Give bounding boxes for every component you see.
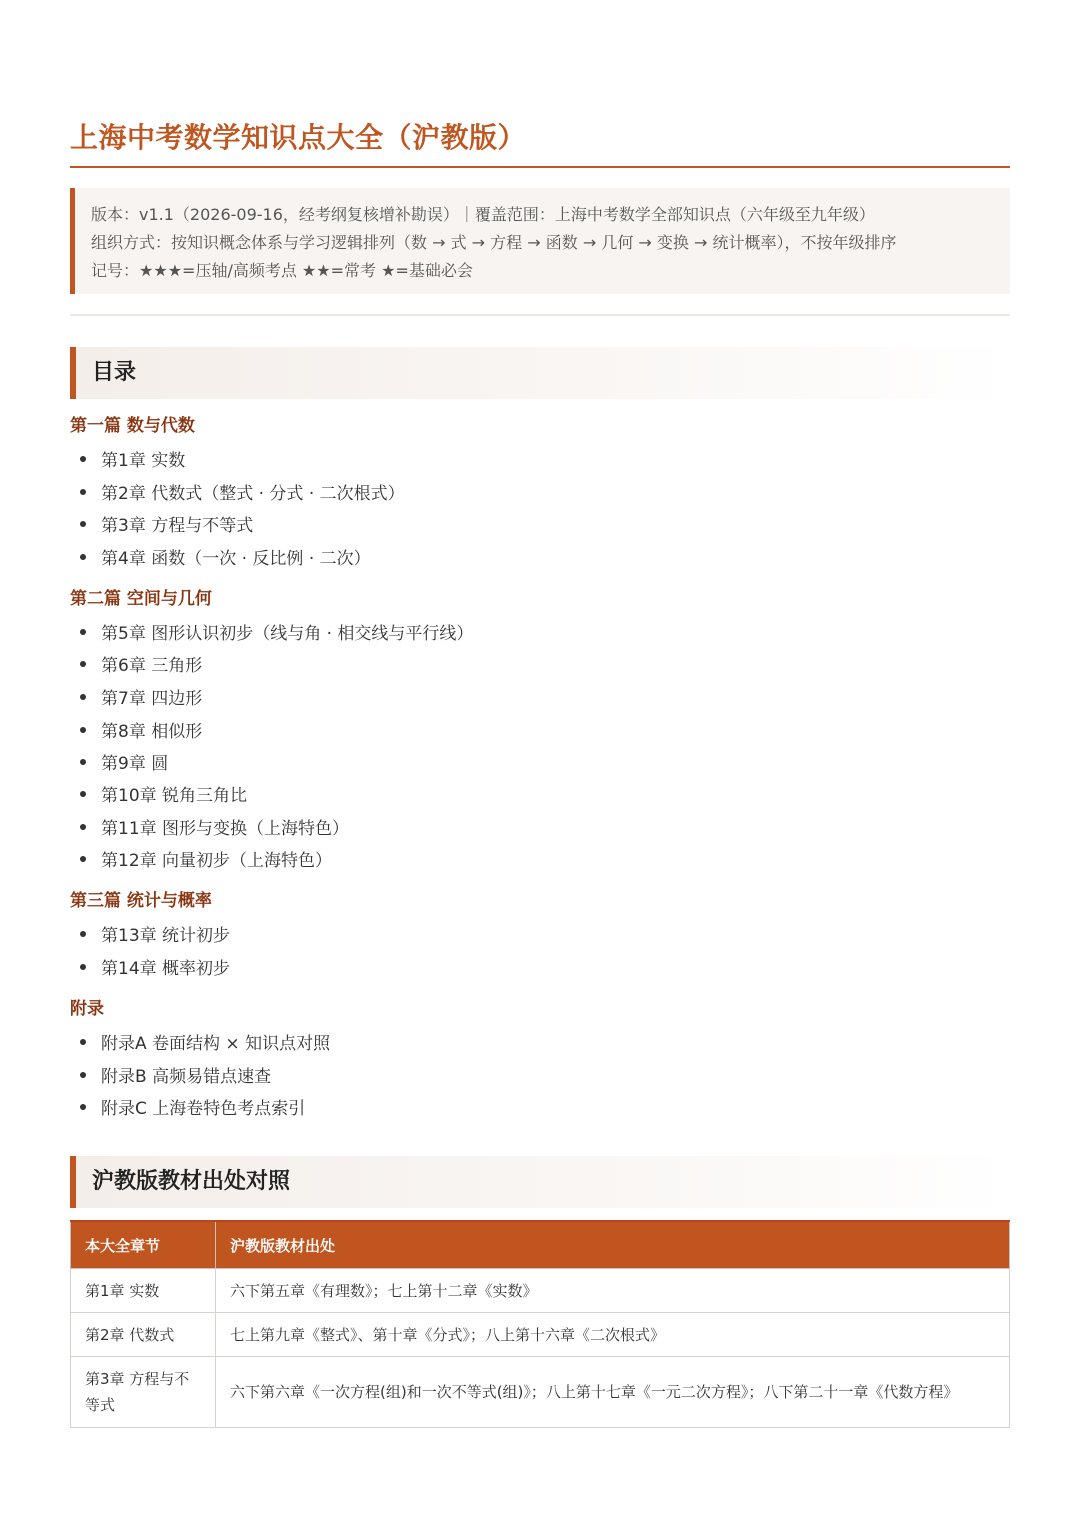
table-cell-source: 七上第九章《整式》、第十章《分式》；八上第十六章《二次根式》 — [216, 1313, 1010, 1357]
toc-item-label: 第11章 图形与变换（上海特色） — [101, 819, 350, 839]
toc-item[interactable] — [80, 784, 247, 808]
meta-version-line: 版本：v1.1（2026-09-16，经考纲复核增补勘误）｜覆盖范围：上海中考数学全部知识点（六年级至九年级） — [91, 205, 875, 224]
source-section-heading: 沪教版教材出处对照 — [70, 1156, 1010, 1208]
toc-item[interactable] — [80, 752, 168, 776]
toc-part-title: 第二篇 空间与几何 — [70, 589, 212, 609]
toc-item-label: 第2章 代数式（整式 · 分式 · 二次根式） — [101, 484, 405, 504]
toc-item-label: 第4章 函数（一次 · 反比例 · 二次） — [101, 549, 371, 569]
source-table — [70, 1220, 1010, 1428]
bullet-icon — [80, 824, 86, 830]
bullet-icon — [80, 1039, 86, 1045]
table-header-row — [71, 1221, 1010, 1269]
bullet-icon — [80, 931, 86, 937]
table-cell-source: 六下第五章《有理数》；七上第十二章《实数》 — [216, 1269, 1010, 1313]
toc-item-label: 第12章 向量初步（上海特色） — [101, 851, 333, 871]
toc-item-label: 第5章 图形认识初步（线与角 · 相交线与平行线） — [101, 624, 474, 644]
table-header-cell: 本大全章节 — [71, 1221, 216, 1269]
toc-item-label: 附录A 卷面结构 × 知识点对照 — [101, 1034, 331, 1054]
toc-part-title: 第三篇 统计与概率 — [70, 891, 212, 911]
table-row — [71, 1357, 1010, 1428]
bullet-icon — [80, 629, 86, 635]
toc-item[interactable] — [80, 482, 405, 506]
toc-item[interactable] — [80, 924, 230, 948]
bullet-icon — [80, 759, 86, 765]
bullet-icon — [80, 1104, 86, 1110]
toc-item[interactable] — [80, 1032, 330, 1056]
bullet-icon — [80, 456, 86, 462]
table-cell-source: 六下第六章《一次方程(组)和一次不等式(组)》；八上第十七章《一元二次方程》；八下第二十一章《代数方程》 — [216, 1357, 1010, 1428]
toc-item[interactable] — [80, 720, 202, 744]
toc-item[interactable] — [80, 817, 349, 841]
section-divider — [70, 314, 1010, 316]
toc-item[interactable] — [80, 849, 332, 873]
bullet-icon — [80, 694, 86, 700]
bullet-icon — [80, 856, 86, 862]
toc-item-label: 附录C 上海卷特色考点索引 — [101, 1099, 306, 1119]
bullet-icon — [80, 727, 86, 733]
toc-item-label: 第1章 实数 — [101, 451, 186, 471]
toc-item[interactable] — [80, 514, 253, 538]
bullet-icon — [80, 964, 86, 970]
toc-item-label: 第14章 概率初步 — [101, 959, 231, 979]
toc-part-title: 第一篇 数与代数 — [70, 416, 195, 436]
toc-item[interactable] — [80, 449, 185, 473]
meta-info-box — [70, 188, 1010, 294]
document-title: 上海中考数学知识点大全（沪教版） — [70, 121, 527, 154]
toc-part-title: 附录 — [70, 999, 104, 1019]
toc-item[interactable] — [80, 957, 230, 981]
toc-item[interactable] — [80, 1065, 271, 1089]
toc-item-label: 第9章 圆 — [101, 754, 169, 774]
toc-item[interactable] — [80, 654, 202, 678]
bullet-icon — [80, 521, 86, 527]
title-divider — [70, 166, 1010, 168]
table-cell-chapter: 第3章 方程与不等式 — [71, 1357, 216, 1428]
bullet-icon — [80, 791, 86, 797]
toc-item[interactable] — [80, 1097, 305, 1121]
toc-item-label: 第13章 统计初步 — [101, 926, 231, 946]
toc-item[interactable] — [80, 622, 473, 646]
bullet-icon — [80, 489, 86, 495]
toc-item-label: 第8章 相似形 — [101, 722, 203, 742]
toc-item-label: 第3章 方程与不等式 — [101, 516, 254, 536]
bullet-icon — [80, 1072, 86, 1078]
bullet-icon — [80, 661, 86, 667]
table-header-cell: 沪教版教材出处 — [216, 1221, 1010, 1269]
table-cell-chapter: 第2章 代数式 — [71, 1313, 216, 1357]
meta-organization-line: 组织方式：按知识概念体系与学习逻辑排列（数 → 式 → 方程 → 函数 → 几何 → 变换 → 统计概率），不按年级排序 — [91, 233, 897, 252]
toc-item[interactable] — [80, 687, 202, 711]
toc-item-label: 第6章 三角形 — [101, 656, 203, 676]
toc-item[interactable] — [80, 547, 371, 571]
toc-item-label: 第10章 锐角三角比 — [101, 786, 248, 806]
table-row — [71, 1269, 1010, 1313]
bullet-icon — [80, 554, 86, 560]
toc-item-label: 第7章 四边形 — [101, 689, 203, 709]
table-cell-chapter: 第1章 实数 — [71, 1269, 216, 1313]
meta-legend-line: 记号：★★★=压轴/高频考点 ★★=常考 ★=基础必会 — [91, 261, 473, 280]
toc-heading: 目录 — [70, 347, 1010, 399]
toc-item-label: 附录B 高频易错点速查 — [101, 1067, 272, 1087]
table-row — [71, 1313, 1010, 1357]
